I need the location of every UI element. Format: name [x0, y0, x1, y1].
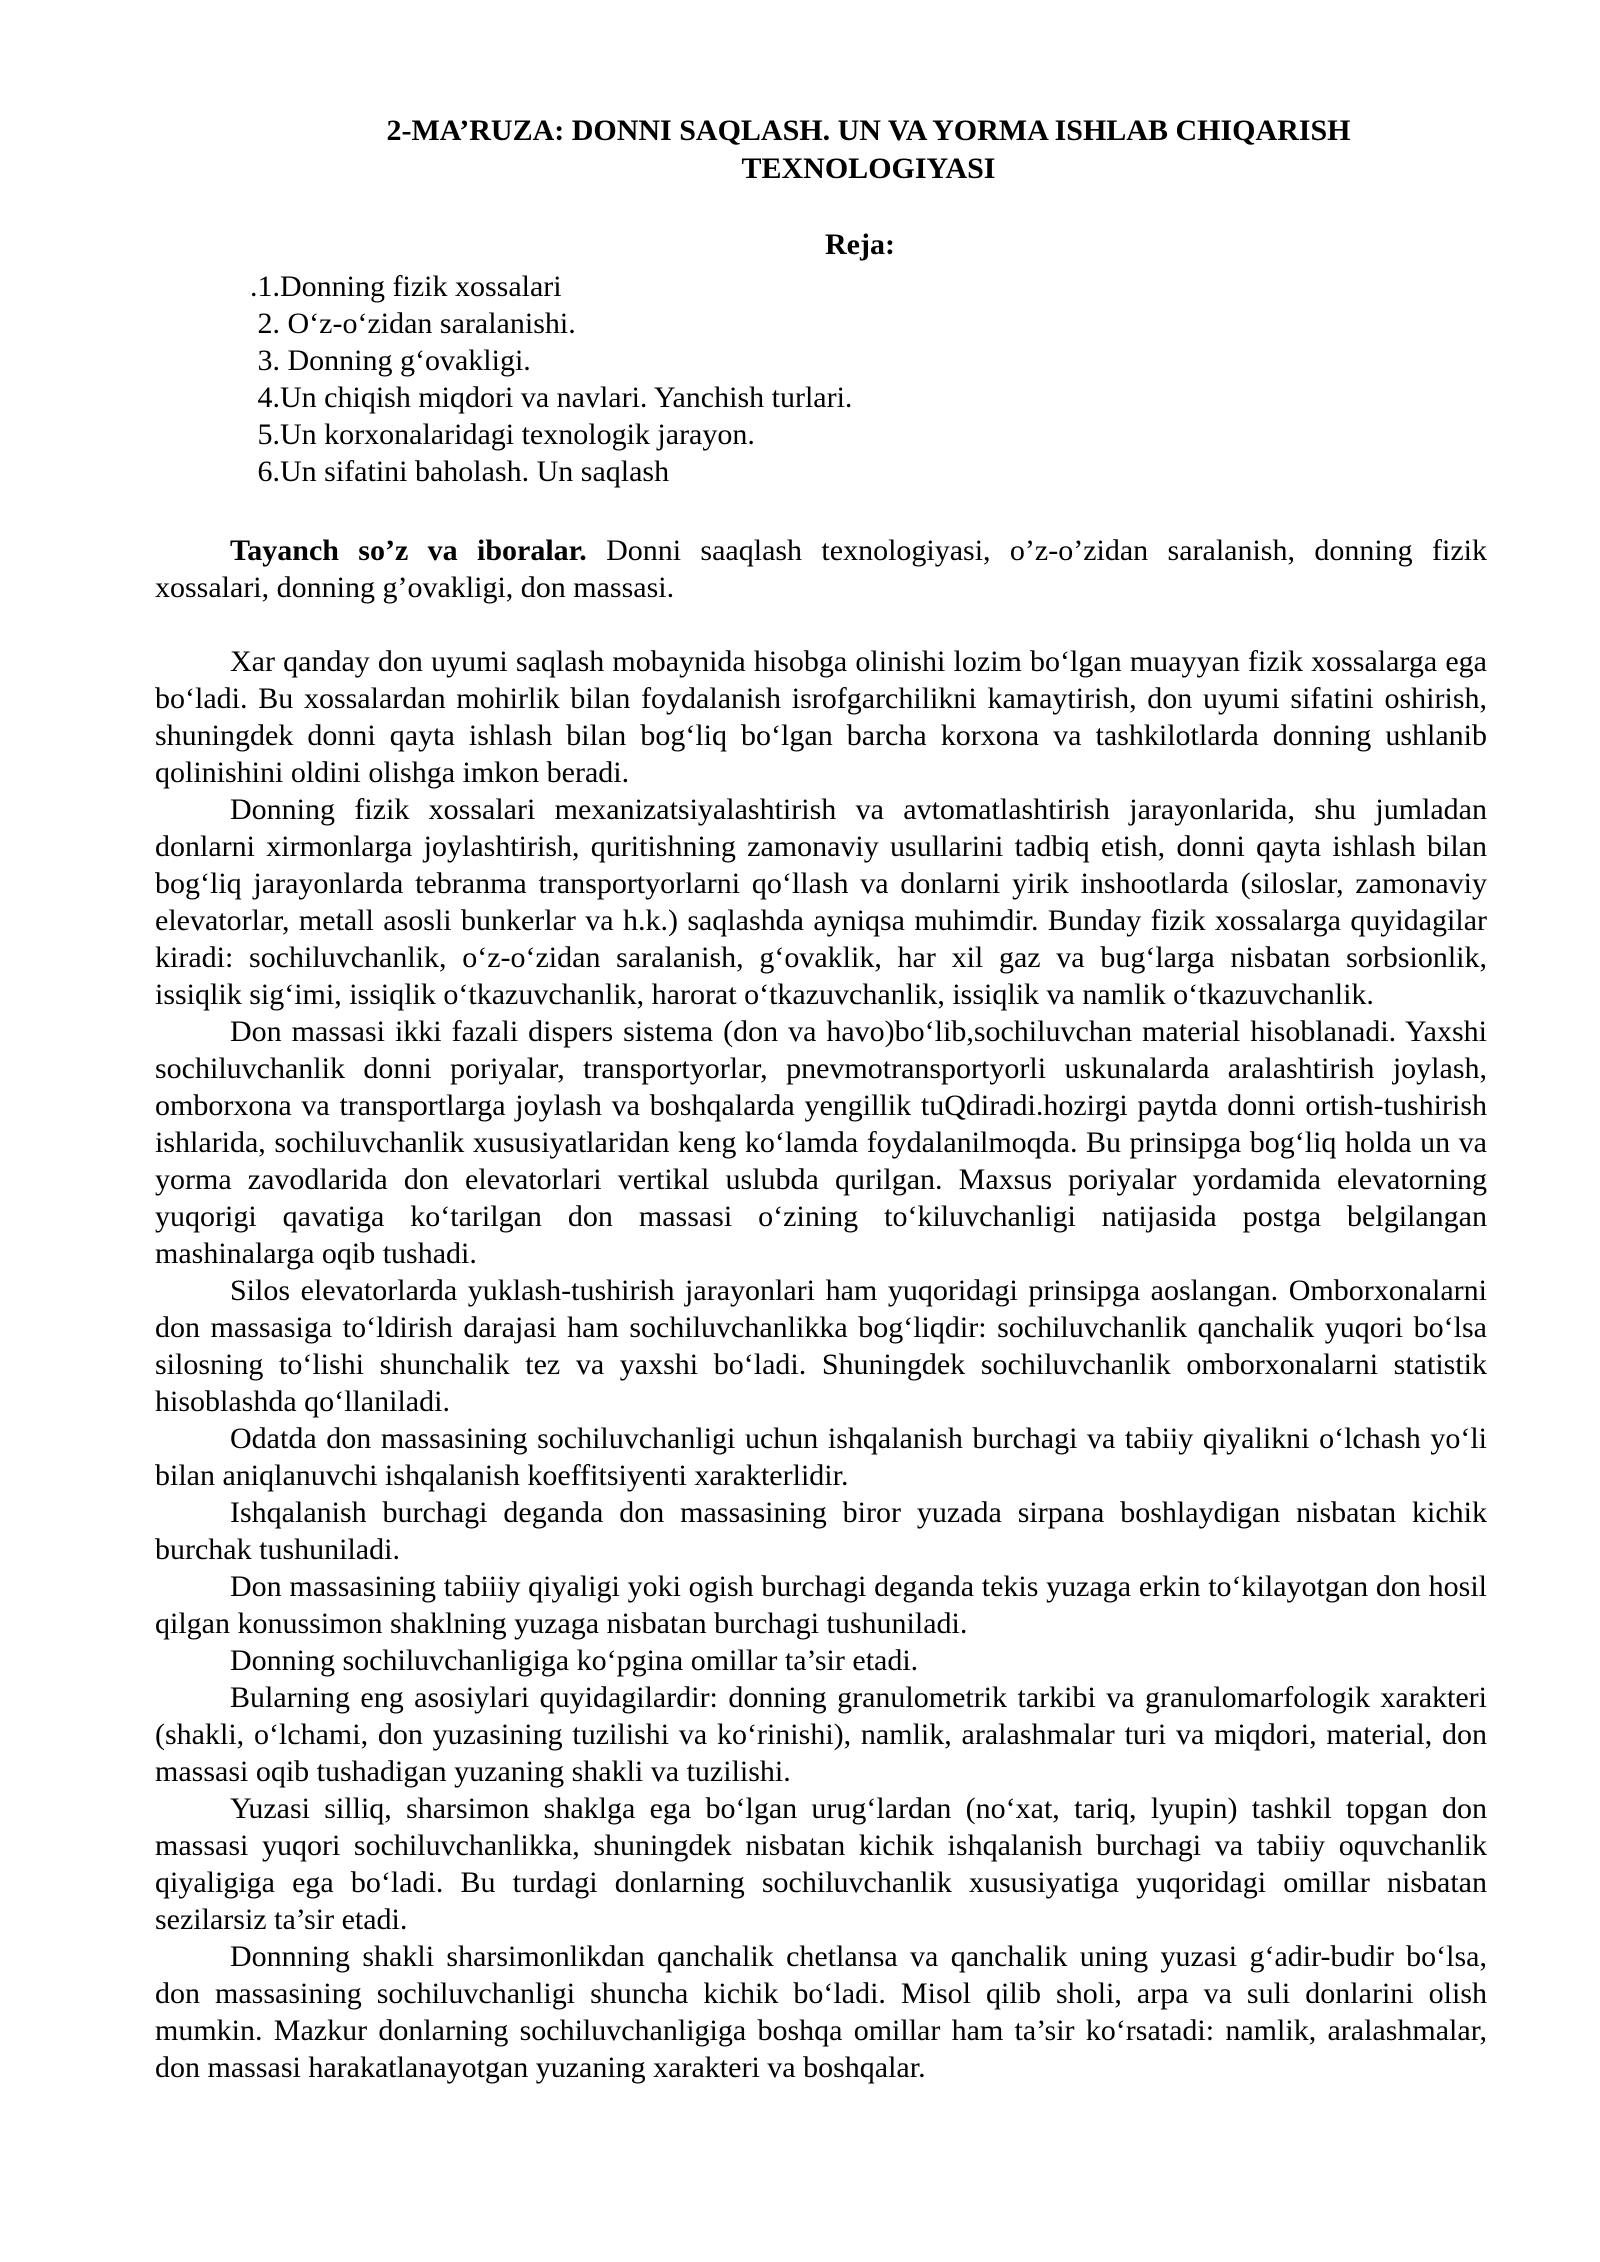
plan-item-3: 3. Donning g‘ovakligi. [250, 344, 531, 377]
paragraph: Donning sochiluvchanligiga ko‘pgina omillar ta’sir etadi. [230, 1644, 919, 1677]
paragraph: Donnning shakli sharsimonlikdan qanchalik chetlansa va qanchalik uning yuzasi g‘adir-budir bo‘lsa, don massasining sochiluvchanligi shuncha kichik bo‘ladi. Misol qilib sholi, arpa va suli donlarini olish mumkin. Mazkur donlarning sochiluvchanligiga boshqa omillar ham ta’sir ko‘rsatadi: namlik, aralashmalar, don massasi harakatlanayotgan yuzaning xarakteri va boshqalar. [155, 1940, 1487, 2084]
paragraph: Ishqalanish burchagi deganda don massasining biror yuzada sirpana boshlaydigan nisbatan kichik burchak tushuniladi. [155, 1496, 1487, 1566]
lecture-title-line-1: 2-MA’RUZA: DONNI SAQLASH. UN VA YORMA ISHLAB CHIQARISH [386, 114, 1351, 147]
document-page [155, 112, 1487, 2086]
plan-heading: Reja: [825, 228, 895, 261]
keywords-text: Donni saaqlash texnologiyasi, o’z-o’zidan saralanish, donning fizik xossalari, donning g’ovakligi, don massasi. [155, 534, 1487, 604]
keywords-label: Tayanch so’z va iboralar. [230, 534, 587, 567]
plan-item-4: 4.Un chiqish miqdori va navlari. Yanchish turlari. [250, 381, 853, 414]
paragraph: Silos elevatorlarda yuklash-tushirish jarayonlari ham yuqoridagi prinsipga aoslangan. Omborxonalarni don massasiga to‘ldirish darajasi ham sochiluvchanlikka bog‘liqdir: sochiluvchanlik qanchalik yuqori bo‘lsa silosning to‘lishi shunchalik tez va yaxshi bo‘ladi. Shuningdek sochiluvchanlik omborxonalarni statistik hisoblashda qo‘llaniladi. [155, 1274, 1487, 1418]
paragraph: Donning fizik xossalari mexanizatsiyalashtirish va avtomatlashtirish jarayonlarida, shu jumladan donlarni xirmonlarga joylashtirish, quritishning zamonaviy usullarini tadbiq etish, donni qayta ishlash bilan bog‘liq jarayonlarda tebranma transportyorlarni qo‘llash va donlarni yirik inshootlarda (siloslar, zamonaviy elevatorlar, metall asosli bunkerlar va h.k.) saqlashda ayniqsa muhimdir. Bunday fizik xossalarga quyidagilar kiradi: sochiluvchanlik, o‘z-o‘zidan saralanish, g‘ovaklik, har xil gaz va bug‘larga nisbatan sorbsionlik, issiqlik sig‘imi, issiqlik o‘tkazuvchanlik, harorat o‘tkazuvchanlik, issiqlik va namlik o‘tkazuvchanlik. [155, 793, 1487, 1011]
paragraph: Odatda don massasining sochiluvchanligi uchun ishqalanish burchagi va tabiiy qiyalikni o‘lchash yo‘li bilan aniqlanuvchi ishqalanish koeffitsiyenti xarakterlidir. [155, 1422, 1487, 1492]
body-text [155, 643, 1487, 2086]
plan-item-6: 6.Un sifatini baholash. Un saqlash [250, 455, 670, 488]
keywords-paragraph [155, 532, 1487, 606]
plan-item-1: .1.Donning fizik xossalari [250, 270, 562, 303]
plan-list [250, 268, 1487, 490]
paragraph: Yuzasi silliq, sharsimon shaklga ega bo‘lgan urug‘lardan (no‘xat, tariq, lyupin) tashkil topgan don massasi yuqori sochiluvchanlikka, shuningdek nisbatan kichik ishqalanish burchagi va tabiiy oquvchanlik qiyaligiga ega bo‘ladi. Bu turdagi donlarning sochiluvchanlik xususiyatiga yuqoridagi omillar nisbatan sezilarsiz ta’sir etadi. [155, 1792, 1487, 1936]
paragraph: Don massasining tabiiiy qiyaligi yoki ogish burchagi deganda tekis yuzaga erkin to‘kilayotgan don hosil qilgan konussimon shaklning yuzaga nisbatan burchagi tushuniladi. [155, 1570, 1487, 1640]
lecture-title [250, 112, 1487, 188]
plan-item-2: 2. O‘z-o‘zidan saralanishi. [250, 307, 576, 340]
paragraph: Xar qanday don uyumi saqlash mobaynida hisobga olinishi lozim bo‘lgan muayyan fizik xossalarga ega bo‘ladi. Bu xossalardan mohirlik bilan foydalanish isrofgarchilikni kamaytirish, don uyumi sifatini oshirish, shuningdek donni qayta ishlash bilan bog‘liq bo‘lgan barcha korxona va tashkilotlarda donning ushlanib qolinishini oldini olishga imkon beradi. [155, 645, 1487, 789]
paragraph: Don massasi ikki fazali dispers sistema (don va havo)bo‘lib,sochiluvchan material hisoblanadi. Yaxshi sochiluvchanlik donni poriyalar, transportyorlar, pnevmotransportyorli uskunalarda aralashtirish joylash, omborxona va transportlarga joylash va boshqalarda yengillik tuQdiradi.hozirgi paytda donni ortish-tushirish ishlarida, sochiluvchanlik xususiyatlaridan keng ko‘lamda foydalanilmoqda. Bu prinsipga bog‘liq holda un va yorma zavodlarida don elevatorlari vertikal uslubda qurilgan. Maxsus poriyalar yordamida elevatorning yuqorigi qavatiga ko‘tarilgan don massasi o‘zining to‘kiluvchanligi natijasida postga belgilangan mashinalarga oqib tushadi. [155, 1015, 1487, 1270]
lecture-title-line-2: TEXNOLOGIYASI [741, 152, 996, 185]
paragraph: Bularning eng asosiylari quyidagilardir: donning granulometrik tarkibi va granulomarfologik xarakteri (shakli, o‘lchami, don yuzasining tuzilishi va ko‘rinishi), namlik, aralashmalar turi va miqdori, material, don massasi oqib tushadigan yuzaning shakli va tuzilishi. [155, 1681, 1487, 1788]
plan-item-5: 5.Un korxonalaridagi texnologik jarayon. [250, 418, 755, 451]
